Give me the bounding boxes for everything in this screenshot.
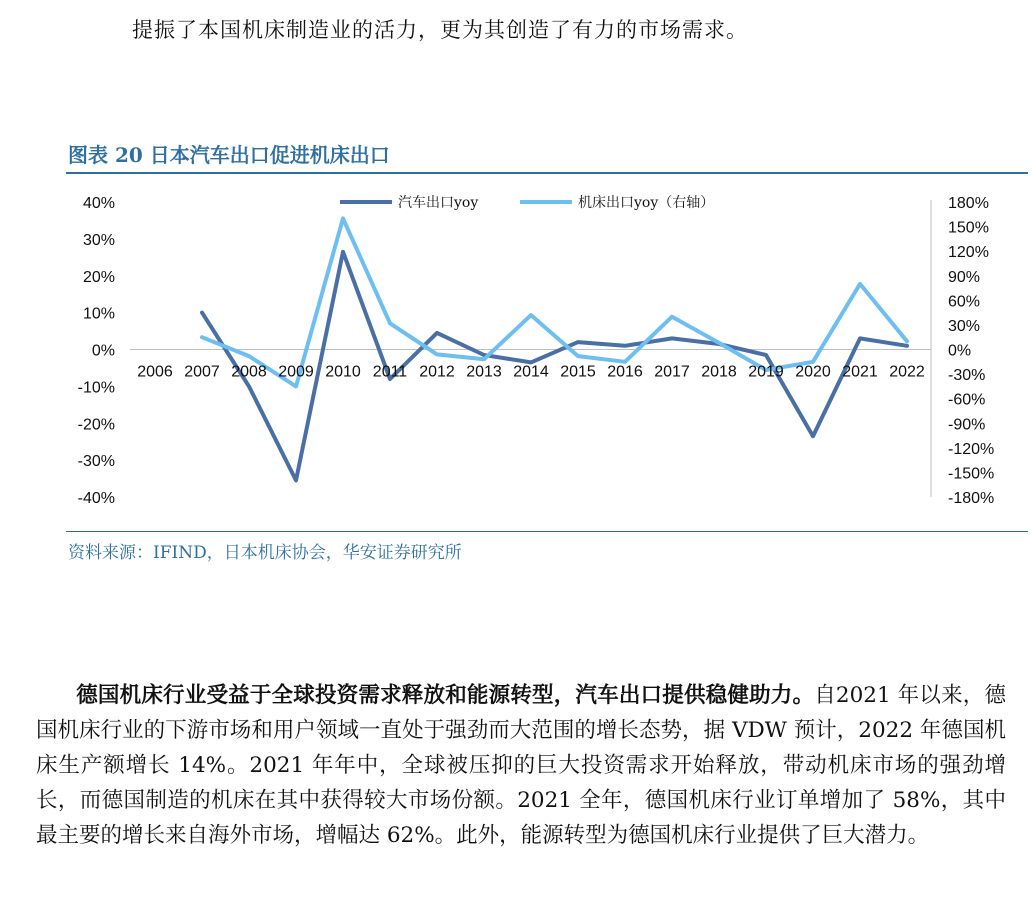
category-label: 2018 (701, 363, 737, 381)
right-axis-tick-label: -180% (948, 490, 995, 507)
left-axis-tick-label: -40% (77, 490, 115, 507)
legend-label: 汽车出口yoy (398, 195, 479, 211)
category-label: 2009 (278, 363, 314, 381)
category-label: 2010 (325, 363, 361, 381)
right-axis-tick-label: 60% (948, 293, 981, 311)
figure-source: 资料来源：IFIND，日本机床协会，华安证券研究所 (68, 543, 462, 563)
category-label: 2007 (184, 363, 220, 381)
category-label: 2013 (466, 363, 502, 381)
left-axis-tick-label: -20% (77, 416, 115, 434)
figure-bottom-rule (66, 531, 1028, 532)
right-axis-ticks (948, 195, 994, 507)
category-label: 2006 (137, 363, 173, 381)
left-axis-tick-label: -30% (77, 453, 115, 471)
legend (340, 194, 714, 211)
category-labels (137, 364, 925, 381)
body-lead-sentence: 德国机床行业受益于全球投资需求释放和能源转型，汽车出口提供稳健助力。 (76, 683, 815, 708)
category-label: 2019 (748, 363, 784, 381)
figure-top-rule (66, 172, 1028, 174)
right-axis-tick-label: 150% (948, 219, 989, 237)
right-axis-tick-label: -30% (948, 367, 986, 385)
right-axis-tick-label: -60% (948, 391, 986, 409)
left-axis-tick-label: 10% (82, 305, 115, 323)
left-axis-tick-label: 40% (82, 195, 115, 212)
category-label: 2014 (513, 363, 549, 381)
right-axis-tick-label: 180% (948, 195, 989, 212)
right-axis-tick-label: -90% (948, 416, 986, 434)
category-label: 2008 (231, 363, 267, 381)
right-axis-tick-label: -150% (948, 465, 995, 483)
right-axis-tick-label: 0% (948, 342, 972, 360)
legend-label: 机床出口yoy（右轴） (578, 195, 715, 211)
figure-title: 图表 20 日本汽车出口促进机床出口 (68, 143, 390, 167)
category-label: 2017 (654, 363, 690, 381)
right-axis-tick-label: 30% (948, 317, 981, 335)
series-line-machine-tool-export (202, 218, 907, 386)
left-axis-ticks (78, 195, 115, 507)
category-label: 2021 (842, 363, 878, 381)
left-axis-tick-label: 20% (82, 268, 115, 286)
left-axis-tick-label: 0% (91, 342, 115, 360)
left-axis-tick-label: 30% (82, 231, 115, 249)
body-paragraph (36, 678, 1006, 853)
right-axis-tick-label: 90% (948, 268, 981, 286)
right-axis-tick-label: 120% (948, 244, 989, 262)
category-label: 2012 (419, 363, 455, 381)
left-axis-tick-label: -10% (77, 379, 115, 397)
category-label: 2015 (560, 363, 596, 381)
category-label: 2020 (795, 363, 831, 381)
category-label: 2022 (889, 363, 925, 381)
intro-line: 提振了本国机床制造业的活力，更为其创造了有力的市场需求。 (132, 18, 748, 42)
category-label: 2016 (607, 363, 643, 381)
body-text: 自2021 年以来，德国机床行业的下游市场和用户领域一直处于强劲而大范围的增长态势，据 VDW 预计，2022 年德国机床生产额增长 14%。2021 年年中，全球被压抑的巨大投资需求开始释放，带动机床市场的强劲增长，而德国制造的机床在其中获得较大市场份额。2021 全年，德国机床行业订单增加了 58%，其中最主要的增长来自海外市场，增幅达 62%。此外，能源转型为德国机床行业提供了巨大潜力。 (36, 683, 1006, 848)
line-chart (0, 180, 1033, 525)
right-axis-tick-label: -120% (948, 440, 995, 458)
category-label: 2011 (372, 363, 408, 381)
